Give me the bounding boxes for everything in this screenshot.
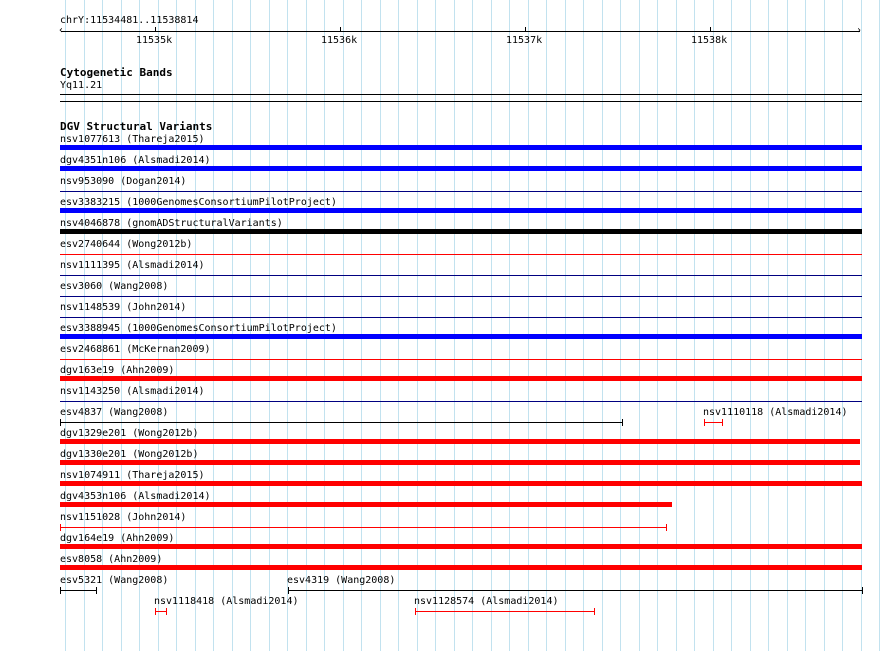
dgv-feature-bar[interactable]	[60, 275, 862, 276]
ruler-tick-label: 11537k	[506, 35, 543, 46]
dgv-feature-bar[interactable]	[155, 611, 166, 612]
grid-line	[731, 0, 732, 651]
grid-line	[620, 0, 621, 651]
dgv-feature-label[interactable]: dgv164e19 (Ahn2009)	[60, 533, 175, 544]
dgv-feature-label[interactable]: dgv163e19 (Ahn2009)	[60, 365, 175, 376]
dgv-feature-label[interactable]: dgv1330e201 (Wong2012b)	[60, 449, 199, 460]
dgv-feature-end-tick	[155, 608, 156, 615]
dgv-feature-bar[interactable]	[60, 401, 862, 402]
dgv-track-title[interactable]: DGV Structural Variants	[60, 120, 213, 133]
ruler-axis	[61, 31, 860, 32]
dgv-feature-label[interactable]: esv8058 (Ahn2009)	[60, 554, 163, 565]
dgv-feature-bar[interactable]	[60, 460, 860, 465]
dgv-feature-bar[interactable]	[60, 191, 862, 192]
grid-line	[546, 0, 547, 651]
track-separator	[60, 101, 862, 102]
grid-line	[380, 0, 381, 651]
dgv-feature-label[interactable]: esv3383215 (1000GenomesConsortiumPilotProject)	[60, 197, 337, 208]
grid-line	[528, 0, 529, 651]
grid-line	[805, 0, 806, 651]
grid-line	[509, 0, 510, 651]
ruler-tick-label: 11536k	[321, 35, 358, 46]
dgv-feature-label[interactable]: nsv1118418 (Alsmadi2014)	[154, 596, 299, 607]
cyto-band-line[interactable]	[60, 94, 862, 95]
dgv-feature-bar[interactable]	[288, 590, 862, 591]
grid-line	[398, 0, 399, 651]
ruler-tick	[525, 27, 526, 31]
ruler-tick-label: 11538k	[691, 35, 728, 46]
dgv-feature-label[interactable]: dgv4351n106 (Alsmadi2014)	[60, 155, 211, 166]
grid-line	[454, 0, 455, 651]
dgv-feature-end-tick	[862, 587, 863, 594]
dgv-feature-bar[interactable]	[60, 544, 862, 549]
dgv-feature-end-tick	[288, 587, 289, 594]
grid-line	[694, 0, 695, 651]
dgv-feature-label[interactable]: nsv1128574 (Alsmadi2014)	[414, 596, 559, 607]
dgv-feature-bar[interactable]	[60, 422, 622, 423]
grid-line	[417, 0, 418, 651]
dgv-feature-bar[interactable]	[60, 229, 862, 234]
dgv-feature-label[interactable]: dgv1329e201 (Wong2012b)	[60, 428, 199, 439]
ruler-tick	[340, 27, 341, 31]
grid-line	[676, 0, 677, 651]
grid-line	[861, 0, 862, 651]
grid-line	[472, 0, 473, 651]
grid-line	[657, 0, 658, 651]
dgv-feature-label[interactable]: nsv1143250 (Alsmadi2014)	[60, 386, 205, 397]
dgv-feature-label[interactable]: nsv953090 (Dogan2014)	[60, 176, 187, 187]
ruler-right-arrow-icon: ›	[856, 25, 863, 36]
dgv-feature-label[interactable]: nsv1151028 (John2014)	[60, 512, 187, 523]
dgv-feature-bar[interactable]	[60, 359, 862, 360]
dgv-feature-bar[interactable]	[60, 376, 862, 381]
dgv-feature-label[interactable]: nsv1111395 (Alsmadi2014)	[60, 260, 205, 271]
grid-line	[768, 0, 769, 651]
dgv-feature-label[interactable]: nsv1110118 (Alsmadi2014)	[703, 407, 848, 418]
dgv-feature-label[interactable]: esv3060 (Wang2008)	[60, 281, 169, 292]
dgv-feature-bar[interactable]	[60, 254, 862, 255]
grid-line	[713, 0, 714, 651]
grid-line	[750, 0, 751, 651]
grid-line	[491, 0, 492, 651]
dgv-feature-end-tick	[722, 419, 723, 426]
dgv-feature-bar[interactable]	[60, 317, 862, 318]
dgv-feature-bar[interactable]	[415, 611, 594, 612]
dgv-feature-label[interactable]: nsv4046878 (gnomADStructuralVariants)	[60, 218, 283, 229]
dgv-feature-bar[interactable]	[60, 590, 96, 591]
grid-line	[787, 0, 788, 651]
dgv-feature-end-tick	[666, 524, 667, 531]
grid-line	[435, 0, 436, 651]
ruler-tick-label: 11535k	[136, 35, 173, 46]
dgv-feature-label[interactable]: nsv1074911 (Thareja2015)	[60, 470, 205, 481]
dgv-feature-label[interactable]: esv4319 (Wang2008)	[287, 575, 396, 586]
grid-line	[361, 0, 362, 651]
dgv-feature-end-tick	[622, 419, 623, 426]
dgv-feature-end-tick	[704, 419, 705, 426]
dgv-feature-label[interactable]: nsv1148539 (John2014)	[60, 302, 187, 313]
dgv-feature-end-tick	[60, 419, 61, 426]
dgv-feature-end-tick	[60, 587, 61, 594]
cyto-track-title[interactable]: Cytogenetic Bands	[60, 66, 173, 79]
grid-line	[565, 0, 566, 651]
dgv-feature-bar[interactable]	[60, 565, 862, 570]
dgv-feature-end-tick	[96, 587, 97, 594]
dgv-feature-bar[interactable]	[60, 208, 862, 213]
grid-line	[842, 0, 843, 651]
dgv-feature-end-tick	[594, 608, 595, 615]
grid-line	[343, 0, 344, 651]
dgv-feature-label[interactable]: esv5321 (Wang2008)	[60, 575, 169, 586]
dgv-feature-end-tick	[415, 608, 416, 615]
dgv-feature-bar[interactable]	[60, 334, 862, 339]
dgv-feature-bar[interactable]	[60, 439, 860, 444]
cyto-band-label: Yq11.21	[60, 80, 103, 91]
dgv-feature-bar[interactable]	[60, 166, 862, 171]
dgv-feature-end-tick	[60, 524, 61, 531]
dgv-feature-bar[interactable]	[60, 481, 862, 486]
dgv-feature-label[interactable]: nsv1077613 (Thareja2015)	[60, 134, 205, 145]
ruler-tick	[155, 27, 156, 31]
dgv-feature-bar[interactable]	[704, 422, 722, 423]
dgv-feature-bar[interactable]	[60, 502, 672, 507]
ruler-tick	[710, 27, 711, 31]
dgv-feature-bar[interactable]	[60, 527, 666, 528]
grid-line	[602, 0, 603, 651]
grid-line	[639, 0, 640, 651]
dgv-feature-bar[interactable]	[60, 296, 862, 297]
grid-line	[879, 0, 880, 651]
grid-line	[583, 0, 584, 651]
dgv-feature-bar[interactable]	[60, 145, 862, 150]
ruler-position: chrY:11534481..11538814	[60, 15, 199, 26]
dgv-feature-label[interactable]: esv3388945 (1000GenomesConsortiumPilotProject)	[60, 323, 337, 334]
dgv-feature-label[interactable]: esv2468861 (McKernan2009)	[60, 344, 211, 355]
ruler-left-arrow-icon: ‹	[58, 25, 65, 36]
grid-line	[824, 0, 825, 651]
dgv-feature-label[interactable]: esv2740644 (Wong2012b)	[60, 239, 193, 250]
dgv-feature-end-tick	[166, 608, 167, 615]
dgv-feature-label[interactable]: esv4837 (Wang2008)	[60, 407, 169, 418]
dgv-feature-label[interactable]: dgv4353n106 (Alsmadi2014)	[60, 491, 211, 502]
